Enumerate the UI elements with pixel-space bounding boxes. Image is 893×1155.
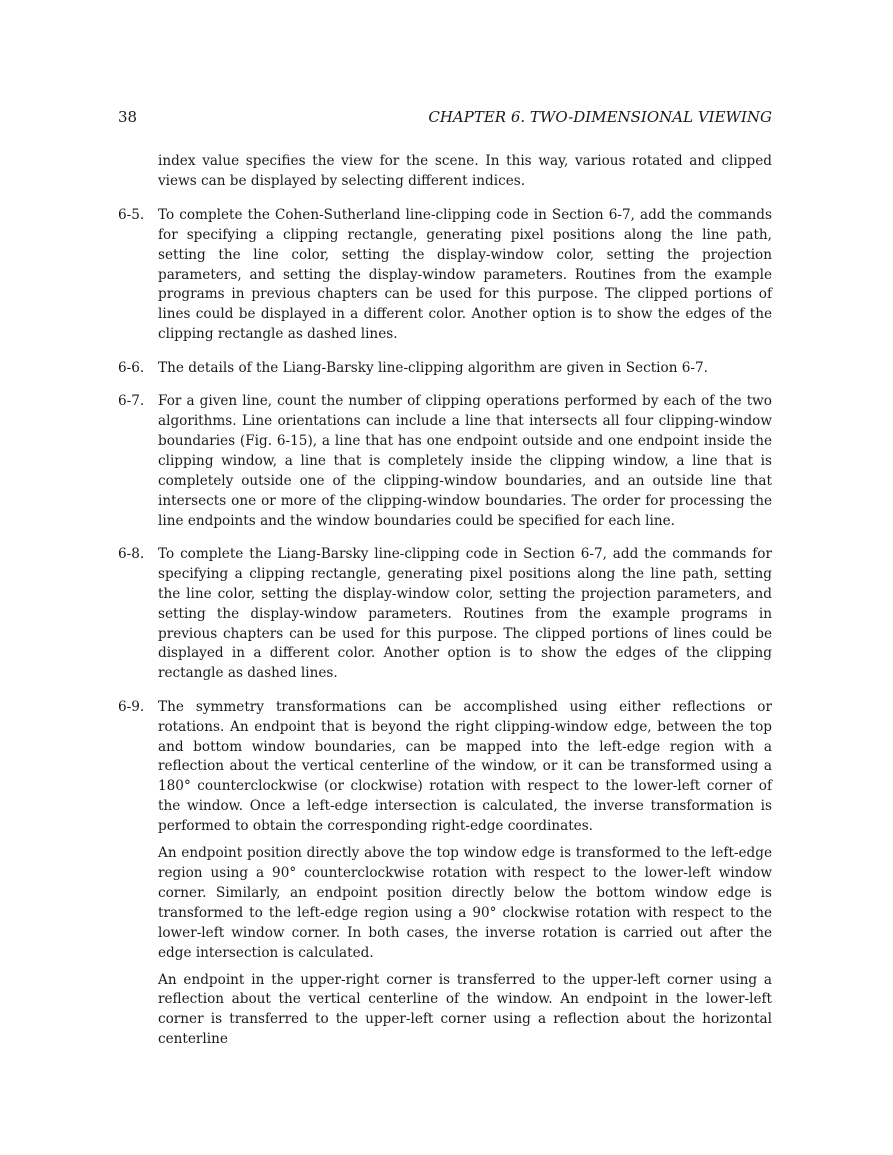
exercise-item-6-9 xyxy=(118,698,772,1050)
page-number: 38 xyxy=(118,108,138,126)
running-head: CHAPTER 6. TWO-DIMENSIONAL VIEWING xyxy=(428,108,772,126)
exercise-paragraph: To complete the Liang-Barsky line-clipping code in Section 6-7, add the commands for specifying a clipping rectangle, generating pixel positions along the line path, setting the line color, setting the display-window color, setting the projection parameters, and setting the display-window parameters. Routines from the example programs in previous chapters can be used for this purpose. The clipped portions of lines could be displayed in a different color. Another option is to show the edges of the clipping rectangle as dashed lines. xyxy=(158,545,772,682)
exercise-content xyxy=(158,206,772,345)
exercise-number: 6-9. xyxy=(118,698,145,715)
exercise-item-6-6 xyxy=(118,359,772,379)
exercise-item-6-7 xyxy=(118,392,772,531)
exercise-content xyxy=(158,392,772,531)
exercise-number: 6-5. xyxy=(118,206,145,223)
exercise-paragraph: An endpoint in the upper-right corner is transferred to the upper-left corner using a reflection about the vertical centerline of the window. An endpoint in the lower-left corner is transferred to the upper-left corner using a reflection about the horizontal centerline xyxy=(158,971,772,1048)
exercise-number: 6-7. xyxy=(118,393,145,410)
exercise-item-6-5 xyxy=(118,206,772,345)
exercise-item-6-8 xyxy=(118,545,772,684)
continued-paragraph: index value specifies the view for the scene. In this way, various rotated and clipped views can be displayed by selecting different indices. xyxy=(158,153,772,189)
exercise-paragraph: To complete the Cohen-Sutherland line-clipping code in Section 6-7, add the commands for specifying a clipping rectangle, generating pixel positions along the line path, setting the line color, setting the display-window color, setting the projection parameters, and setting the display-window parameters. Routines from the example programs in previous chapters can be used for this purpose. The clipped portions of lines could be displayed in a different color. Another option is to show the edges of the clipping rectangle as dashed lines. xyxy=(158,206,772,343)
page-header xyxy=(118,107,772,127)
exercise-content xyxy=(158,359,772,379)
exercise-content xyxy=(158,545,772,684)
exercise-paragraph: An endpoint position directly above the top window edge is transformed to the left-edge region using a 90° counterclockwise rotation with respect to the lower-left window corner. Similarly, an endpoint position directly below the bottom window edge is transformed to the left-edge region using a 90° clockwise rotation with respect to the lower-left window corner. In both cases, the inverse rotation is carried out after the edge intersection is calculated. xyxy=(158,845,772,961)
exercise-number: 6-6. xyxy=(118,359,145,376)
exercise-content xyxy=(158,698,772,1050)
page-body xyxy=(118,152,772,1064)
exercise-paragraph: The details of the Liang-Barsky line-clipping algorithm are given in Section 6-7. xyxy=(158,359,708,376)
exercise-number: 6-8. xyxy=(118,545,145,562)
exercise-paragraph: For a given line, count the number of clipping operations performed by each of the two algorithms. Line orientations can include a line that intersects all four clipping-window boundaries (Fig. 6-15), a line that has one endpoint outside and one endpoint inside the clipping window, a line that is completely inside the clipping window, a line that is completely outside one of the clipping-window boundaries, and an outside line that intersects one or more of the clipping-window boundaries. The order for processing the line endpoints and the window boundaries could be specified for each line. xyxy=(158,393,772,529)
exercise-paragraph: The symmetry transformations can be accomplished using either reflections or rotations. An endpoint that is beyond the right clipping-window edge, between the top and bottom window boundaries, can be mapped into the left-edge region with a reflection about the vertical centerline of the window, or it can be transformed using a 180° counterclockwise (or clockwise) rotation with respect to the lower-left corner of the window. Once a left-edge intersection is calculated, the inverse transformation is performed to obtain the corresponding right-edge coordinates. xyxy=(158,698,772,835)
